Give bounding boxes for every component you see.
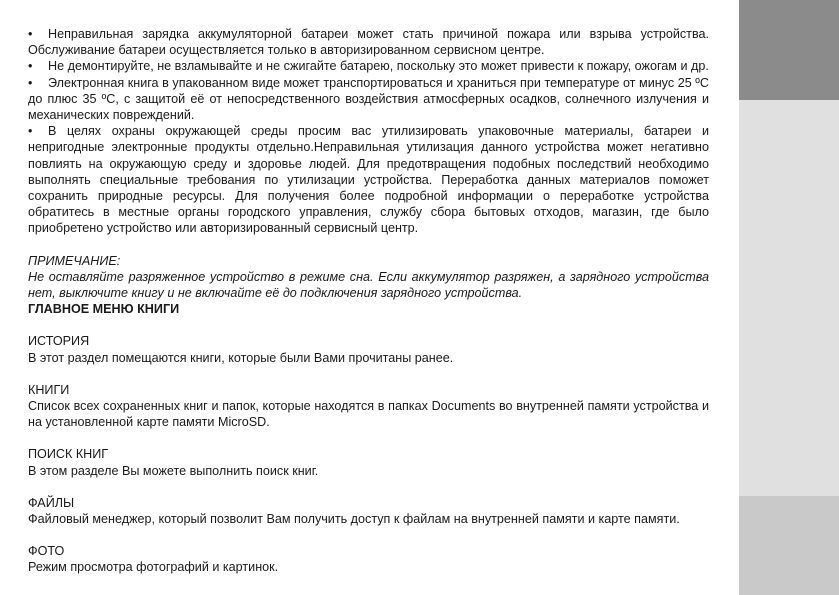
- section-files: [28, 495, 709, 527]
- bullet-item: [28, 123, 709, 236]
- spacer: [28, 237, 709, 253]
- section-photo: [28, 543, 709, 575]
- section-title: ИСТОРИЯ: [28, 334, 90, 349]
- bullet-text: Не демонтируйте, не взламывайте и не сжигайте батарею, поскольку это может привести к пожару, ожогам и др.: [48, 59, 709, 74]
- side-tab-top: [739, 0, 839, 100]
- bullet-item: [28, 26, 709, 58]
- section-text: Режим просмотра фотографий и картинок.: [28, 560, 279, 575]
- section-title: ФОТО: [28, 544, 65, 559]
- bullet-dot: •: [28, 27, 33, 41]
- section-title: ФАЙЛЫ: [28, 495, 75, 510]
- main-menu-title: ГЛАВНОЕ МЕНЮ КНИГИ: [28, 302, 180, 317]
- document-body: [28, 26, 709, 576]
- bullet-text: В целях охраны окружающей среды просим вас утилизировать упаковочные материалы, батареи и непригодные электронные продукты отдельно.Неправильная утилизация данного устройства может негативно повлиять на окружающую среду и здоровье людей. Для предотвращения подобных последствий необходимо выполнять специальные требования по утилизации устройства. Переработка данных материалов поможет сохранить природные ресурсы. Для получения более подробной информации о переработке устройства обратитесь в местные органы городского управления, службу сбора бытовых отходов, магазин, где было приобретено устройство или авторизированный сервисный центр.: [28, 124, 709, 236]
- section-text: В этом разделе Вы можете выполнить поиск книг.: [28, 463, 319, 478]
- note-heading: ПРИМЕЧАНИЕ:: [28, 253, 121, 268]
- section-text: Файловый менеджер, который позволит Вам получить доступ к файлам на внутренней памяти и карте памяти.: [28, 512, 680, 527]
- side-tab-strip: [739, 0, 839, 595]
- section-books: [28, 382, 709, 431]
- bullet-text: Электронная книга в упакованном виде может транспортироваться и храниться при температуре от минус 25 ºС до плюс 35 ºС, с защитой её от непосредственного воздействия атмосферных осадков, солнечного излучения и механических повреждений.: [28, 75, 709, 123]
- section-history: [28, 333, 709, 365]
- side-tab-bottom: [739, 496, 839, 595]
- bullet-text: Неправильная зарядка аккумуляторной батареи может стать причиной пожара или взрыва устройства. Обслуживание батареи осуществляется только в авторизированном сервисном центре.: [28, 27, 709, 58]
- bullet-dot: •: [28, 124, 33, 139]
- section-book-search: [28, 446, 709, 478]
- section-title: ПОИСК КНИГ: [28, 447, 109, 462]
- note-text: Не оставляйте разряженное устройство в режиме сна. Если аккумулятор разряжен, а зарядного устройства нет, выключите книгу и не включайте её до подключения зарядного устройства.: [28, 269, 709, 301]
- bullet-dot: •: [28, 75, 33, 90]
- section-title: КНИГИ: [28, 382, 70, 397]
- bullet-item: [28, 75, 709, 124]
- bullet-dot: •: [28, 59, 33, 74]
- section-text: Список всех сохраненных книг и папок, которые находятся в папках Documents во внутренней памяти устройства и на установленной карте памяти MicroSD.: [28, 399, 709, 430]
- section-text: В этот раздел помещаются книги, которые были Вами прочитаны ранее.: [28, 350, 454, 365]
- bullet-item: [28, 58, 709, 74]
